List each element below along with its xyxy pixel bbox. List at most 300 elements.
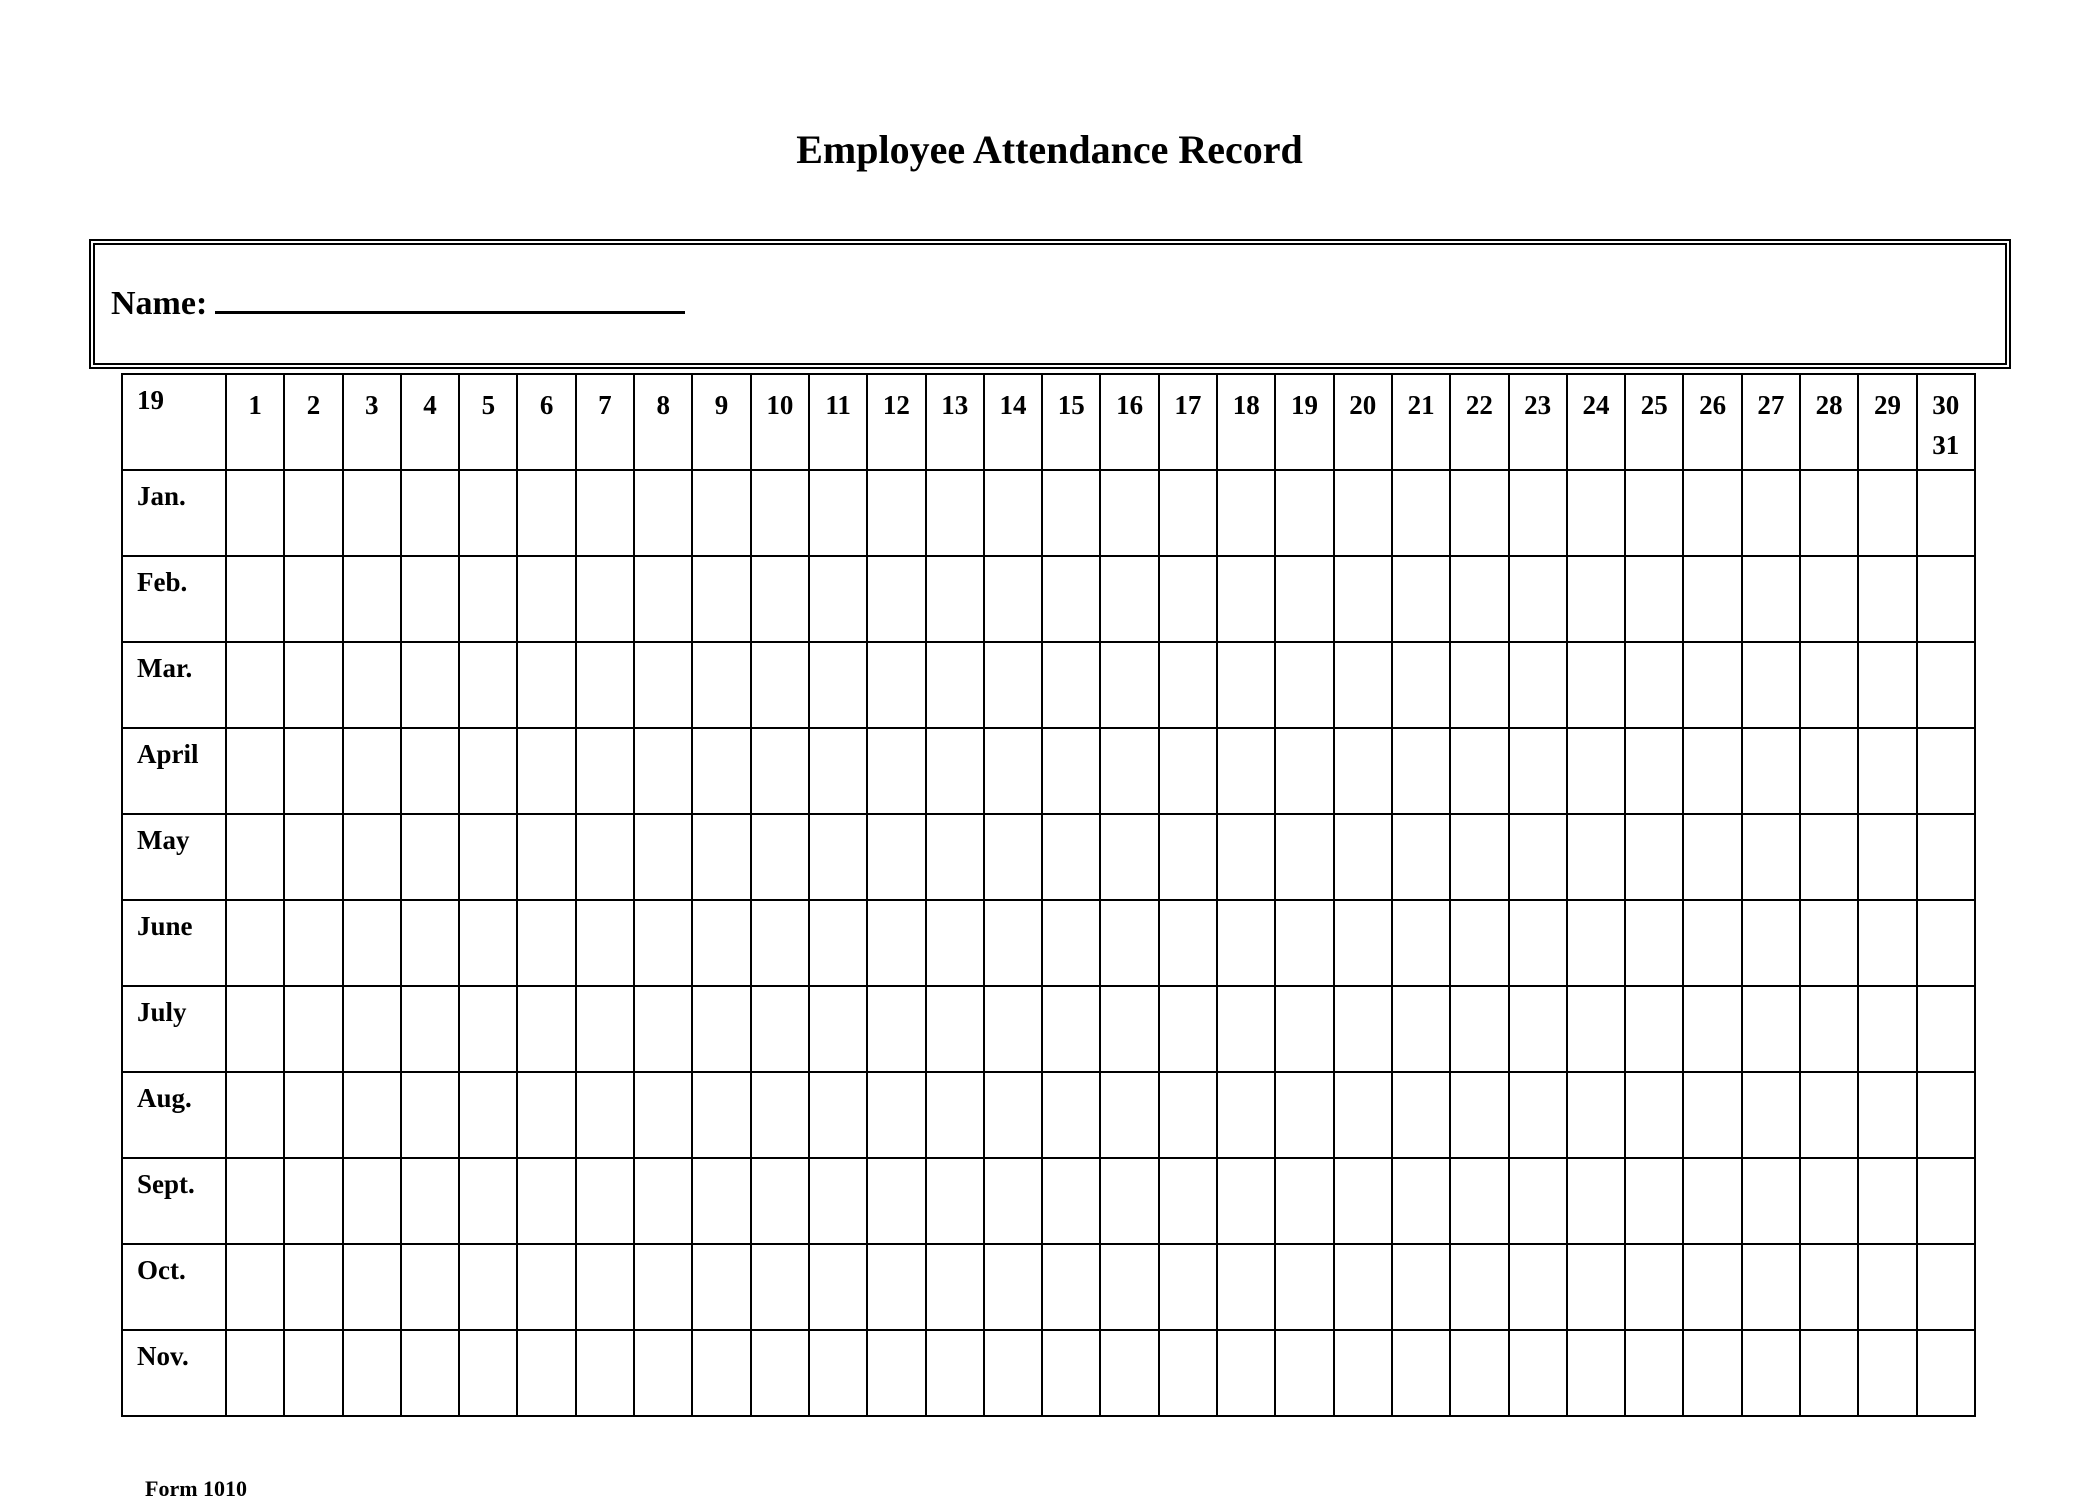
attendance-cell[interactable]: [1275, 556, 1333, 642]
attendance-cell[interactable]: [1275, 1330, 1333, 1416]
attendance-cell[interactable]: [343, 1072, 401, 1158]
attendance-cell[interactable]: [576, 1244, 634, 1330]
attendance-cell[interactable]: [1800, 814, 1858, 900]
attendance-cell[interactable]: [1858, 728, 1916, 814]
attendance-cell[interactable]: [1100, 900, 1158, 986]
attendance-cell[interactable]: [867, 814, 925, 900]
attendance-cell[interactable]: [634, 814, 692, 900]
attendance-cell[interactable]: [1625, 1072, 1683, 1158]
attendance-cell[interactable]: [1800, 1330, 1858, 1416]
attendance-cell[interactable]: [1917, 642, 1975, 728]
attendance-cell[interactable]: [634, 470, 692, 556]
attendance-cell[interactable]: [1567, 1330, 1625, 1416]
attendance-cell[interactable]: [1159, 1158, 1217, 1244]
attendance-cell[interactable]: [634, 1244, 692, 1330]
attendance-cell[interactable]: [634, 1158, 692, 1244]
attendance-cell[interactable]: [401, 556, 459, 642]
attendance-cell[interactable]: [1742, 900, 1800, 986]
attendance-cell[interactable]: [751, 470, 809, 556]
attendance-cell[interactable]: [517, 1072, 575, 1158]
attendance-cell[interactable]: [1334, 986, 1392, 1072]
attendance-cell[interactable]: [576, 1330, 634, 1416]
attendance-cell[interactable]: [1742, 1158, 1800, 1244]
attendance-cell[interactable]: [692, 728, 750, 814]
attendance-cell[interactable]: [1742, 1244, 1800, 1330]
attendance-cell[interactable]: [343, 728, 401, 814]
attendance-cell[interactable]: [1275, 814, 1333, 900]
attendance-cell[interactable]: [1159, 900, 1217, 986]
attendance-cell[interactable]: [459, 1158, 517, 1244]
attendance-cell[interactable]: [1683, 986, 1741, 1072]
attendance-cell[interactable]: [1509, 1072, 1567, 1158]
attendance-cell[interactable]: [284, 1072, 342, 1158]
attendance-cell[interactable]: [634, 1330, 692, 1416]
attendance-cell[interactable]: [1567, 728, 1625, 814]
attendance-cell[interactable]: [1275, 986, 1333, 1072]
attendance-cell[interactable]: [809, 814, 867, 900]
attendance-cell[interactable]: [284, 470, 342, 556]
name-input-line[interactable]: [215, 281, 685, 314]
attendance-cell[interactable]: [343, 986, 401, 1072]
attendance-cell[interactable]: [226, 1244, 284, 1330]
attendance-cell[interactable]: [1334, 900, 1392, 986]
attendance-cell[interactable]: [1509, 1158, 1567, 1244]
attendance-cell[interactable]: [401, 900, 459, 986]
attendance-cell[interactable]: [1625, 986, 1683, 1072]
attendance-cell[interactable]: [1683, 642, 1741, 728]
attendance-cell[interactable]: [1567, 900, 1625, 986]
attendance-cell[interactable]: [284, 900, 342, 986]
attendance-cell[interactable]: [1625, 470, 1683, 556]
attendance-cell[interactable]: [1509, 556, 1567, 642]
attendance-cell[interactable]: [751, 900, 809, 986]
attendance-cell[interactable]: [343, 814, 401, 900]
attendance-cell[interactable]: [226, 900, 284, 986]
attendance-cell[interactable]: [226, 470, 284, 556]
attendance-cell[interactable]: [1917, 728, 1975, 814]
attendance-cell[interactable]: [984, 814, 1042, 900]
attendance-cell[interactable]: [1742, 556, 1800, 642]
attendance-cell[interactable]: [517, 728, 575, 814]
attendance-cell[interactable]: [984, 470, 1042, 556]
attendance-cell[interactable]: [576, 470, 634, 556]
attendance-cell[interactable]: [1392, 1330, 1450, 1416]
attendance-cell[interactable]: [809, 556, 867, 642]
attendance-cell[interactable]: [1567, 642, 1625, 728]
attendance-cell[interactable]: [401, 1244, 459, 1330]
attendance-cell[interactable]: [343, 1158, 401, 1244]
attendance-cell[interactable]: [517, 900, 575, 986]
attendance-cell[interactable]: [984, 642, 1042, 728]
attendance-cell[interactable]: [1450, 728, 1508, 814]
attendance-cell[interactable]: [459, 642, 517, 728]
attendance-cell[interactable]: [867, 1330, 925, 1416]
attendance-cell[interactable]: [284, 986, 342, 1072]
attendance-cell[interactable]: [926, 986, 984, 1072]
attendance-cell[interactable]: [1100, 642, 1158, 728]
attendance-cell[interactable]: [1334, 556, 1392, 642]
attendance-cell[interactable]: [343, 1244, 401, 1330]
attendance-cell[interactable]: [692, 814, 750, 900]
attendance-cell[interactable]: [1509, 1244, 1567, 1330]
attendance-cell[interactable]: [751, 986, 809, 1072]
attendance-cell[interactable]: [1625, 1330, 1683, 1416]
attendance-cell[interactable]: [1683, 1330, 1741, 1416]
attendance-cell[interactable]: [1217, 556, 1275, 642]
attendance-cell[interactable]: [1625, 728, 1683, 814]
attendance-cell[interactable]: [634, 900, 692, 986]
attendance-cell[interactable]: [226, 1072, 284, 1158]
attendance-cell[interactable]: [692, 556, 750, 642]
attendance-cell[interactable]: [1217, 642, 1275, 728]
attendance-cell[interactable]: [284, 728, 342, 814]
attendance-cell[interactable]: [1683, 1244, 1741, 1330]
attendance-cell[interactable]: [1858, 986, 1916, 1072]
attendance-cell[interactable]: [1334, 1244, 1392, 1330]
attendance-cell[interactable]: [517, 470, 575, 556]
attendance-cell[interactable]: [1217, 986, 1275, 1072]
attendance-cell[interactable]: [984, 556, 1042, 642]
attendance-cell[interactable]: [1917, 470, 1975, 556]
attendance-cell[interactable]: [1334, 1158, 1392, 1244]
attendance-cell[interactable]: [1858, 1072, 1916, 1158]
attendance-cell[interactable]: [1217, 1158, 1275, 1244]
attendance-cell[interactable]: [343, 556, 401, 642]
attendance-cell[interactable]: [1159, 728, 1217, 814]
attendance-cell[interactable]: [1625, 642, 1683, 728]
attendance-cell[interactable]: [867, 556, 925, 642]
attendance-cell[interactable]: [751, 642, 809, 728]
attendance-cell[interactable]: [1042, 1244, 1100, 1330]
attendance-cell[interactable]: [1742, 1330, 1800, 1416]
attendance-cell[interactable]: [692, 1244, 750, 1330]
attendance-cell[interactable]: [1217, 900, 1275, 986]
attendance-cell[interactable]: [809, 900, 867, 986]
attendance-cell[interactable]: [1509, 1330, 1567, 1416]
attendance-cell[interactable]: [926, 470, 984, 556]
attendance-cell[interactable]: [1334, 642, 1392, 728]
attendance-cell[interactable]: [1100, 814, 1158, 900]
attendance-cell[interactable]: [1450, 814, 1508, 900]
attendance-cell[interactable]: [1742, 470, 1800, 556]
attendance-cell[interactable]: [1858, 642, 1916, 728]
attendance-cell[interactable]: [1858, 900, 1916, 986]
attendance-cell[interactable]: [1042, 1072, 1100, 1158]
attendance-cell[interactable]: [1858, 1330, 1916, 1416]
attendance-cell[interactable]: [517, 814, 575, 900]
attendance-cell[interactable]: [1159, 814, 1217, 900]
attendance-cell[interactable]: [867, 470, 925, 556]
attendance-cell[interactable]: [1392, 470, 1450, 556]
attendance-cell[interactable]: [1100, 1330, 1158, 1416]
attendance-cell[interactable]: [1159, 1330, 1217, 1416]
attendance-cell[interactable]: [1917, 1072, 1975, 1158]
attendance-cell[interactable]: [809, 1072, 867, 1158]
attendance-cell[interactable]: [984, 1072, 1042, 1158]
attendance-cell[interactable]: [867, 986, 925, 1072]
attendance-cell[interactable]: [1217, 728, 1275, 814]
attendance-cell[interactable]: [576, 1158, 634, 1244]
attendance-cell[interactable]: [284, 814, 342, 900]
attendance-cell[interactable]: [1917, 556, 1975, 642]
attendance-cell[interactable]: [1567, 986, 1625, 1072]
attendance-cell[interactable]: [459, 986, 517, 1072]
attendance-cell[interactable]: [401, 642, 459, 728]
attendance-cell[interactable]: [634, 642, 692, 728]
attendance-cell[interactable]: [1800, 1244, 1858, 1330]
attendance-cell[interactable]: [1742, 728, 1800, 814]
attendance-cell[interactable]: [459, 1330, 517, 1416]
attendance-cell[interactable]: [226, 814, 284, 900]
attendance-cell[interactable]: [1275, 470, 1333, 556]
attendance-cell[interactable]: [1159, 642, 1217, 728]
attendance-cell[interactable]: [926, 556, 984, 642]
attendance-cell[interactable]: [1450, 986, 1508, 1072]
attendance-cell[interactable]: [1392, 986, 1450, 1072]
attendance-cell[interactable]: [634, 1072, 692, 1158]
attendance-cell[interactable]: [226, 642, 284, 728]
attendance-cell[interactable]: [284, 642, 342, 728]
attendance-cell[interactable]: [1450, 1244, 1508, 1330]
attendance-cell[interactable]: [1742, 1072, 1800, 1158]
attendance-cell[interactable]: [1042, 642, 1100, 728]
attendance-cell[interactable]: [926, 1244, 984, 1330]
attendance-cell[interactable]: [751, 556, 809, 642]
attendance-cell[interactable]: [1567, 556, 1625, 642]
attendance-cell[interactable]: [809, 642, 867, 728]
attendance-cell[interactable]: [284, 1330, 342, 1416]
attendance-cell[interactable]: [1567, 1244, 1625, 1330]
attendance-cell[interactable]: [459, 556, 517, 642]
attendance-cell[interactable]: [1100, 556, 1158, 642]
attendance-cell[interactable]: [1450, 470, 1508, 556]
attendance-cell[interactable]: [692, 1330, 750, 1416]
attendance-cell[interactable]: [343, 1330, 401, 1416]
attendance-cell[interactable]: [1100, 1072, 1158, 1158]
attendance-cell[interactable]: [867, 1158, 925, 1244]
attendance-cell[interactable]: [226, 1330, 284, 1416]
attendance-cell[interactable]: [401, 1330, 459, 1416]
attendance-cell[interactable]: [1742, 986, 1800, 1072]
attendance-cell[interactable]: [1742, 642, 1800, 728]
attendance-cell[interactable]: [1800, 728, 1858, 814]
attendance-cell[interactable]: [401, 470, 459, 556]
attendance-cell[interactable]: [1042, 728, 1100, 814]
attendance-cell[interactable]: [517, 1330, 575, 1416]
attendance-cell[interactable]: [401, 986, 459, 1072]
attendance-cell[interactable]: [1392, 556, 1450, 642]
attendance-cell[interactable]: [984, 900, 1042, 986]
attendance-cell[interactable]: [1509, 470, 1567, 556]
attendance-cell[interactable]: [809, 728, 867, 814]
attendance-cell[interactable]: [576, 728, 634, 814]
attendance-cell[interactable]: [867, 642, 925, 728]
attendance-cell[interactable]: [809, 470, 867, 556]
attendance-cell[interactable]: [1800, 900, 1858, 986]
attendance-cell[interactable]: [576, 986, 634, 1072]
attendance-cell[interactable]: [1683, 900, 1741, 986]
attendance-cell[interactable]: [984, 1244, 1042, 1330]
attendance-cell[interactable]: [1742, 814, 1800, 900]
attendance-cell[interactable]: [284, 1244, 342, 1330]
attendance-cell[interactable]: [1392, 1244, 1450, 1330]
attendance-cell[interactable]: [1217, 1244, 1275, 1330]
attendance-cell[interactable]: [459, 470, 517, 556]
attendance-cell[interactable]: [401, 728, 459, 814]
attendance-cell[interactable]: [1450, 1158, 1508, 1244]
attendance-cell[interactable]: [926, 1158, 984, 1244]
attendance-cell[interactable]: [751, 1158, 809, 1244]
attendance-cell[interactable]: [1159, 1244, 1217, 1330]
attendance-cell[interactable]: [1917, 814, 1975, 900]
attendance-cell[interactable]: [1625, 1244, 1683, 1330]
attendance-cell[interactable]: [1275, 1244, 1333, 1330]
attendance-cell[interactable]: [1683, 728, 1741, 814]
attendance-cell[interactable]: [634, 986, 692, 1072]
attendance-cell[interactable]: [1159, 556, 1217, 642]
attendance-cell[interactable]: [1625, 900, 1683, 986]
attendance-cell[interactable]: [1100, 1244, 1158, 1330]
attendance-cell[interactable]: [1858, 814, 1916, 900]
attendance-cell[interactable]: [1683, 1158, 1741, 1244]
attendance-cell[interactable]: [576, 642, 634, 728]
attendance-cell[interactable]: [226, 986, 284, 1072]
attendance-cell[interactable]: [1917, 1244, 1975, 1330]
attendance-cell[interactable]: [1275, 1072, 1333, 1158]
attendance-cell[interactable]: [1450, 556, 1508, 642]
attendance-cell[interactable]: [1917, 900, 1975, 986]
attendance-cell[interactable]: [1275, 900, 1333, 986]
attendance-cell[interactable]: [1683, 814, 1741, 900]
attendance-cell[interactable]: [1392, 728, 1450, 814]
attendance-cell[interactable]: [576, 556, 634, 642]
attendance-cell[interactable]: [1567, 814, 1625, 900]
attendance-cell[interactable]: [1334, 470, 1392, 556]
attendance-cell[interactable]: [1217, 1330, 1275, 1416]
attendance-cell[interactable]: [517, 1158, 575, 1244]
attendance-cell[interactable]: [1917, 1158, 1975, 1244]
attendance-cell[interactable]: [809, 1158, 867, 1244]
attendance-cell[interactable]: [1042, 556, 1100, 642]
attendance-cell[interactable]: [1217, 814, 1275, 900]
attendance-cell[interactable]: [343, 642, 401, 728]
attendance-cell[interactable]: [1858, 1158, 1916, 1244]
attendance-cell[interactable]: [401, 1158, 459, 1244]
attendance-cell[interactable]: [226, 1158, 284, 1244]
attendance-cell[interactable]: [401, 1072, 459, 1158]
attendance-cell[interactable]: [1042, 1158, 1100, 1244]
attendance-cell[interactable]: [517, 986, 575, 1072]
attendance-cell[interactable]: [1509, 728, 1567, 814]
attendance-cell[interactable]: [926, 728, 984, 814]
attendance-cell[interactable]: [692, 642, 750, 728]
attendance-cell[interactable]: [1392, 1072, 1450, 1158]
attendance-cell[interactable]: [1800, 642, 1858, 728]
attendance-cell[interactable]: [809, 986, 867, 1072]
attendance-cell[interactable]: [751, 1244, 809, 1330]
attendance-cell[interactable]: [1509, 986, 1567, 1072]
attendance-cell[interactable]: [926, 1330, 984, 1416]
attendance-cell[interactable]: [517, 556, 575, 642]
attendance-cell[interactable]: [1159, 470, 1217, 556]
attendance-cell[interactable]: [1159, 1072, 1217, 1158]
attendance-cell[interactable]: [1625, 1158, 1683, 1244]
attendance-cell[interactable]: [1800, 470, 1858, 556]
attendance-cell[interactable]: [459, 900, 517, 986]
attendance-cell[interactable]: [1275, 642, 1333, 728]
attendance-cell[interactable]: [1917, 986, 1975, 1072]
attendance-cell[interactable]: [1392, 1158, 1450, 1244]
attendance-cell[interactable]: [1567, 1158, 1625, 1244]
attendance-cell[interactable]: [1683, 470, 1741, 556]
attendance-cell[interactable]: [1450, 1330, 1508, 1416]
attendance-cell[interactable]: [226, 556, 284, 642]
attendance-cell[interactable]: [1917, 1330, 1975, 1416]
attendance-cell[interactable]: [1858, 470, 1916, 556]
attendance-cell[interactable]: [1042, 900, 1100, 986]
attendance-cell[interactable]: [1159, 986, 1217, 1072]
attendance-cell[interactable]: [459, 814, 517, 900]
attendance-cell[interactable]: [1392, 642, 1450, 728]
attendance-cell[interactable]: [926, 900, 984, 986]
attendance-cell[interactable]: [1450, 900, 1508, 986]
attendance-cell[interactable]: [1509, 900, 1567, 986]
attendance-cell[interactable]: [692, 470, 750, 556]
attendance-cell[interactable]: [692, 986, 750, 1072]
attendance-cell[interactable]: [1217, 1072, 1275, 1158]
attendance-cell[interactable]: [459, 728, 517, 814]
attendance-cell[interactable]: [1392, 814, 1450, 900]
attendance-cell[interactable]: [517, 1244, 575, 1330]
attendance-cell[interactable]: [1100, 1158, 1158, 1244]
attendance-cell[interactable]: [1450, 1072, 1508, 1158]
attendance-cell[interactable]: [809, 1244, 867, 1330]
attendance-cell[interactable]: [751, 814, 809, 900]
attendance-cell[interactable]: [343, 900, 401, 986]
attendance-cell[interactable]: [1567, 470, 1625, 556]
attendance-cell[interactable]: [634, 556, 692, 642]
attendance-cell[interactable]: [692, 900, 750, 986]
attendance-cell[interactable]: [1275, 728, 1333, 814]
attendance-cell[interactable]: [1100, 986, 1158, 1072]
attendance-cell[interactable]: [1858, 1244, 1916, 1330]
attendance-cell[interactable]: [1683, 1072, 1741, 1158]
attendance-cell[interactable]: [576, 814, 634, 900]
attendance-cell[interactable]: [1800, 556, 1858, 642]
attendance-cell[interactable]: [1042, 814, 1100, 900]
attendance-cell[interactable]: [1100, 728, 1158, 814]
attendance-cell[interactable]: [984, 1158, 1042, 1244]
attendance-cell[interactable]: [984, 1330, 1042, 1416]
attendance-cell[interactable]: [459, 1244, 517, 1330]
attendance-cell[interactable]: [459, 1072, 517, 1158]
attendance-cell[interactable]: [1625, 556, 1683, 642]
attendance-cell[interactable]: [576, 900, 634, 986]
attendance-cell[interactable]: [1334, 1072, 1392, 1158]
attendance-cell[interactable]: [867, 728, 925, 814]
name-field[interactable]: [111, 281, 685, 324]
attendance-cell[interactable]: [1800, 1072, 1858, 1158]
attendance-cell[interactable]: [809, 1330, 867, 1416]
attendance-cell[interactable]: [751, 1072, 809, 1158]
attendance-cell[interactable]: [517, 642, 575, 728]
attendance-cell[interactable]: [867, 900, 925, 986]
attendance-cell[interactable]: [1042, 986, 1100, 1072]
attendance-cell[interactable]: [751, 728, 809, 814]
attendance-cell[interactable]: [343, 470, 401, 556]
attendance-cell[interactable]: [984, 986, 1042, 1072]
attendance-cell[interactable]: [1509, 642, 1567, 728]
